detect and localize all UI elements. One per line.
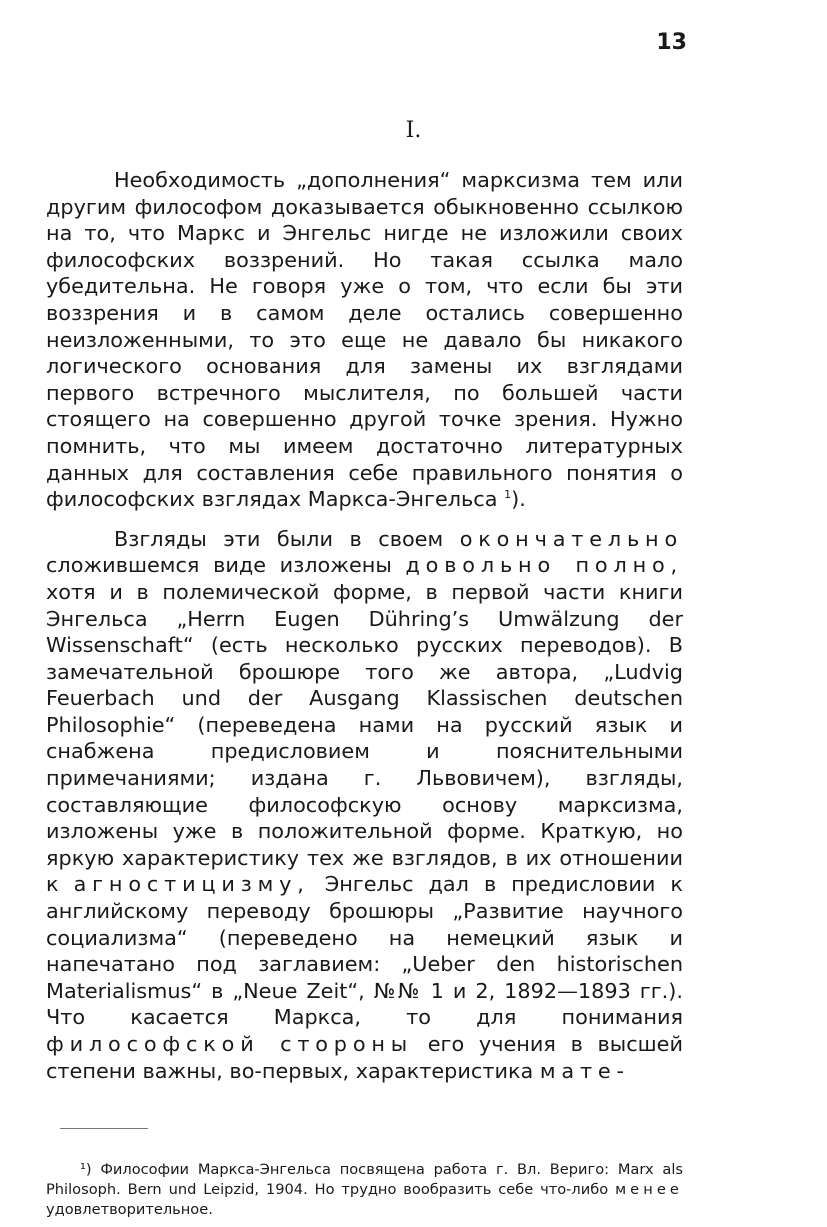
- emphasis-mate: мате-: [539, 1058, 630, 1083]
- paragraph-1-end: ).: [511, 487, 526, 512]
- paragraph-2-text-4: Энгельс дал в предисловии к английскому переводу брошюры „Развитие научного социализма“ (переведено на немецкий язык и напечатано под заглавием: „Ueber den historischen Materialismus“ в „Neue Zeit“, №№ 1 и 2, 1892—1893 гг.). Что касается Маркса, то для понимания: [46, 872, 683, 1030]
- section-mark: I.: [405, 118, 422, 143]
- paragraph-2: [46, 526, 683, 1084]
- paragraph-2-text-3: хотя и в полемической форме, в первой части книги Энгельса „Herrn Eugen Dühring’s Umwälzung der Wissenschaft“ (есть несколько русских переводов). В замечательной брошюре того же автора, „Ludvig Feuerbach und der Ausgang Klassischen deutschen Philosophie“ (переведена нами на русский язык и снабжена предисловием и пояснительными примечаниями; издана г. Львовичем), взгляды, составляющие философскую основу марксизма, изложены уже в положительной форме. Краткую, но яркую характеристику тех же взглядов, в их отношении к: [46, 579, 683, 897]
- page-number: 13: [656, 30, 687, 55]
- main-text: [46, 167, 683, 1084]
- footnote-text-1: Философии Маркса-Энгельса посвящена работа г. Вл. Вериго: Marx als Philosoph. Bern und Leipzid, 1904. Но трудно вообразить себе что-либо: [46, 1160, 683, 1198]
- paragraph-2-text-2: сложившемся виде изложены: [46, 553, 406, 578]
- emphasis-dovolno-polno: довольно полно,: [405, 553, 683, 578]
- footnote: [46, 1160, 683, 1220]
- emphasis-filosofskoy-storony: философской стороны: [46, 1032, 414, 1056]
- emphasis-okonchatelno: окончательно: [459, 526, 683, 551]
- paragraph-1-text: Необходимость „дополнения“ марксизма тем или другим философом доказывается обыкновенно ссылкою на то, что Маркс и Энгельс нигде не изложили своих философских воззрений. Но такая ссылка мало убедительна. Не говоря уже о том, что если бы эти воззрения и в самом деле остались совершенно неизложенными, то это еще не давало бы никакого логического основания для замены их взглядами первого встречного мыслителя, по большей части стоящего на совершенно другой точке зрения. Нужно помнить, что мы имеем достаточно литературных данных для составления себе правильного понятия о философских взглядах Маркса-Энгельса: [46, 168, 683, 512]
- footnote-text-2: удовлетворительное.: [46, 1200, 213, 1218]
- paragraph-2-text-5: его учения в высшей степени важны, во-первых, характеристика: [46, 1032, 683, 1083]
- footnote-marker: ¹): [80, 1160, 92, 1178]
- paragraph-2-text-1: Взгляды эти были в своем: [114, 526, 460, 551]
- emphasis-agnosticizm: агностицизму,: [73, 872, 310, 897]
- emphasis-menee: менее: [615, 1180, 683, 1198]
- footnote-divider: [60, 1128, 148, 1129]
- paragraph-1: [46, 167, 683, 513]
- footnote-reference[interactable]: 1: [504, 488, 512, 502]
